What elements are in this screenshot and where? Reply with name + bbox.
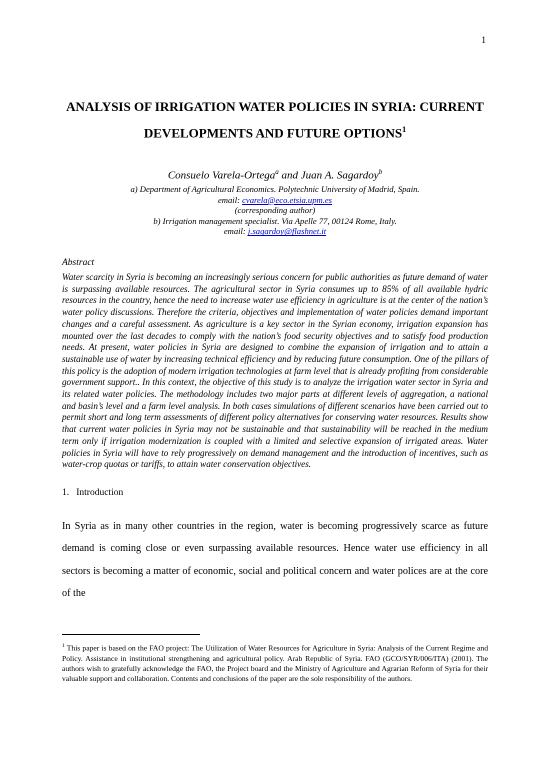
footnote	[62, 641, 488, 684]
email-link-a[interactable]: cvarela@eco.etsia.upm.es	[242, 194, 333, 205]
footnote-text: This paper is based on the FAO project: The Utilization of Water Resources for Agriculture in Syria: Analysis of the Current Regime and Policy. Assistance in institutional strengthening and agricultural policy. Arab Republic of Syria. FAO (GCO/SYR/006/ITA) (2001). The authors wish to gratefully acknowledge the FAO, the Project board and the Ministry of Agriculture and Agrarian Reform of Syria for their valuable support and collaboration. Contents and conclusions of the paper are the sole responsibility of the authors.	[62, 643, 488, 684]
email-label-a: email:	[217, 194, 243, 205]
email-link-b[interactable]: j.sagardoy@flashnet.it	[247, 226, 327, 237]
abstract-heading: Abstract	[62, 258, 95, 268]
page-number: 1	[481, 36, 486, 46]
author-connector: and	[278, 169, 301, 182]
author-2: Juan A. Sagardoy	[300, 169, 379, 182]
paper-title	[62, 95, 488, 144]
affiliation-a-email-line	[62, 195, 488, 206]
corresponding-author-note: (corresponding author)	[234, 205, 316, 216]
footnote-separator	[62, 634, 200, 635]
affiliation-b-email-line	[62, 226, 488, 237]
author-1: Consuelo Varela-Ortega	[167, 169, 276, 182]
affiliation-a: a) Department of Agricultural Economics. Polytechnic University of Madrid, Spain.	[130, 184, 420, 194]
title-line-1: ANALYSIS OF IRRIGATION WATER POLICIES IN SYRIA: CURRENT	[66, 99, 484, 114]
affiliation-b: b) Irrigation management specialist. Via Apelle 77, 00124 Rome, Italy.	[153, 215, 397, 226]
email-label-b: email:	[223, 226, 248, 237]
title-footnote-mark: 1	[402, 125, 407, 134]
author-line	[62, 168, 488, 182]
title-line-2: DEVELOPMENTS AND FUTURE OPTIONS	[143, 125, 403, 141]
footnote-mark: 1	[62, 643, 65, 649]
affiliations	[62, 184, 488, 237]
author-2-mark: b	[378, 168, 383, 176]
abstract-text: Water scarcity in Syria is becoming an increasingly serious concern for public authorities as future demand of water is surpassing available resources. The agricultural sector in Syria consumes up to 85% of all available hydric resources in the country, hence the need to increase water use efficiency in agriculture is at the center of the nation’s water policy discussions. Therefore the criteria, objectives and implementation of water policies demand important changes and a careful assessment. As agriculture is a key sector in the Syrian economy, irrigation expansion has mounted over the last decades to comply with the nation’s food security objectives and to satisfy food production needs. At present, water policies in Syria are designed to combine the expansion of irrigation and to attain a sustainable use of water by increasing technical efficiency and by reducing future consumption. One of the pillars of this policy is the adoption of modern irrigation technologies at farm level that is already profiting from considerable government support.. In this context, the objective of this study is to analyze the irrigation water sector in Syria and its related water policies. The methodology includes two major parts at different levels of aggregation, a national and basin’s level and a farm level analysis. In both cases simulations of different scenarios have been carried out to permit short and long term assessments of different policy alternatives for conserving water resources. Results show that current water policies in Syria may not be sustainable and that sustainability will be reached in the medium term only if irrigation modernization is coupled with a limited and selective expansion of irrigated areas. Water policies in Syria will have to rely progressively on demand management and the introduction of incentives, such as water-crop quotas or tariffs, to attain water conservation objectives.	[62, 272, 488, 470]
author-1-mark: a	[275, 168, 279, 176]
introduction-text: In Syria as in many other countries in the region, water is becoming progressively scarce as future demand is coming close or even surpassing available resources. Hence water use efficiency in all sectors is becoming a matter of economic, social and political concern and water polices are at the core of the	[62, 521, 488, 599]
section-heading-introduction: 1. Introduction	[62, 488, 124, 498]
